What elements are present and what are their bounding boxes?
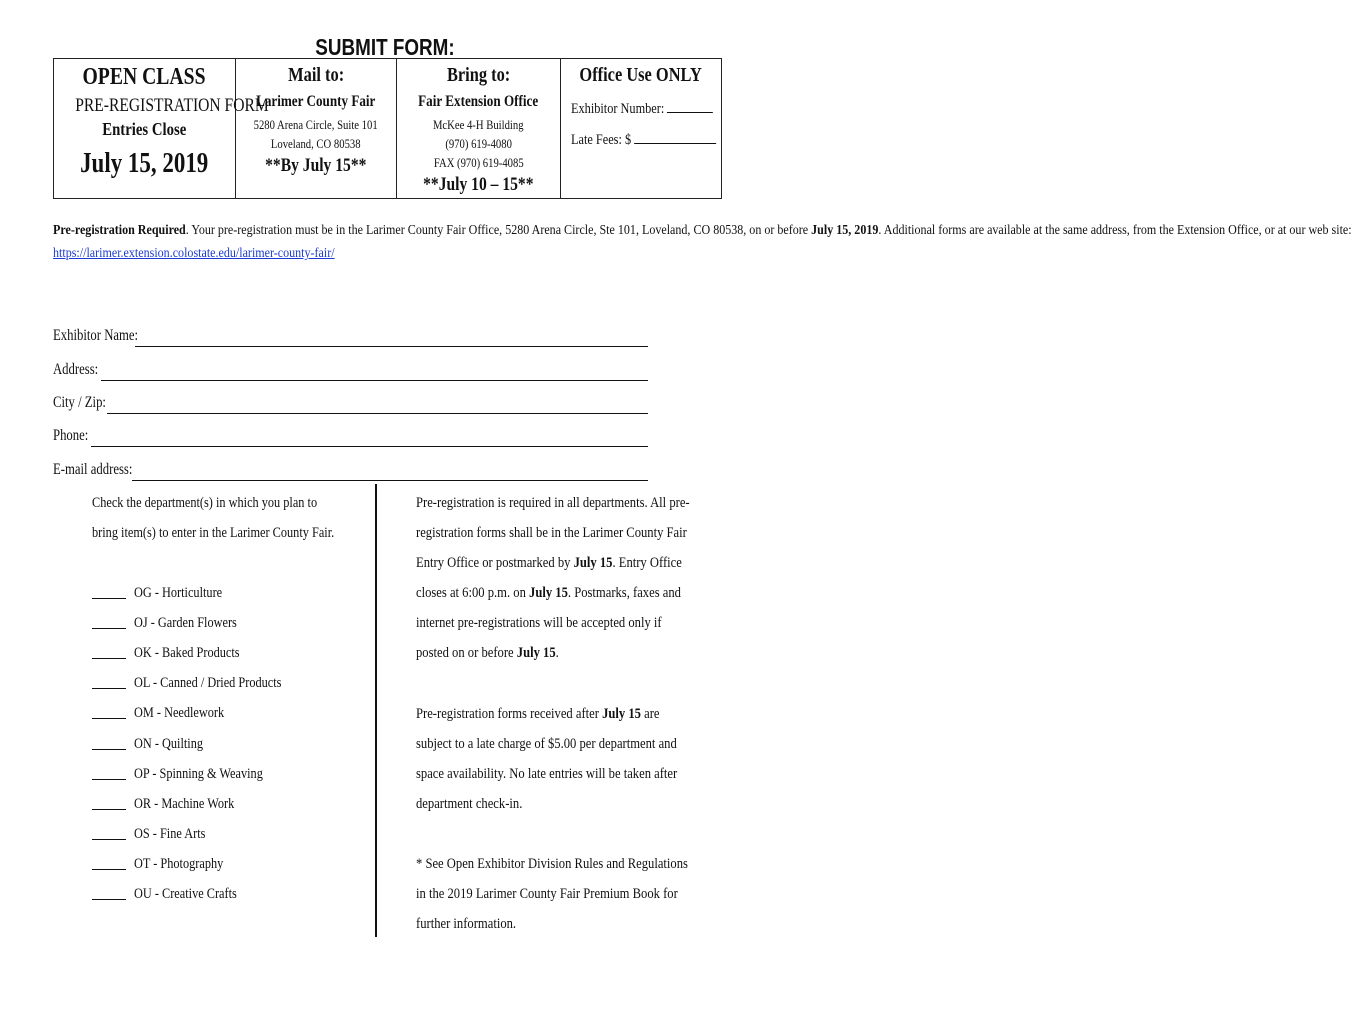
- intro-text-2: . Additional forms are available at the same address, from the Extension Office, or at our web site:: [878, 223, 1352, 238]
- mail-to-address2: Loveland, CO 80538: [271, 136, 361, 151]
- mail-to-org: Larimer County Fair: [256, 93, 376, 110]
- registration-notes: [416, 488, 716, 939]
- intro-text-1: . Your pre-registration must be in the Larimer County Fair Office, 5280 Arena Circle, Ste 101, Loveland, CO 80538, on or before: [185, 223, 812, 238]
- office-use-heading: Office Use ONLY: [579, 64, 703, 86]
- exhibitor-name-label: Exhibitor Name:: [53, 327, 139, 344]
- city-zip-field[interactable]: [53, 394, 648, 414]
- address-line[interactable]: [101, 380, 648, 381]
- bring-to-org: Fair Extension Office: [418, 93, 539, 110]
- address-field[interactable]: [53, 361, 648, 381]
- notes-paragraph-3: * See Open Exhibitor Division Rules and Regulations in the 2019 Larimer County Fair Premium Book for further information.: [416, 855, 688, 933]
- office-use-cell: [561, 59, 722, 199]
- department-checkbox-line[interactable]: [92, 688, 126, 689]
- phone-label: Phone:: [53, 427, 89, 444]
- department-checkbox-line[interactable]: [92, 809, 126, 810]
- header-table: [53, 58, 722, 199]
- department-label: OM - Needlework: [134, 705, 225, 722]
- departments-section: [92, 488, 372, 548]
- department-checkbox-line[interactable]: [92, 899, 126, 900]
- entries-close-label: Entries Close: [102, 119, 187, 139]
- department-label: OP - Spinning & Weaving: [134, 765, 263, 782]
- exhibitor-name-field[interactable]: [53, 327, 648, 347]
- form-title: SUBMIT FORM:: [315, 34, 455, 60]
- departments-instructions: Check the department(s) in which you plan to bring item(s) to enter in the Larimer County Fair.: [92, 495, 335, 541]
- department-list: [92, 578, 372, 908]
- department-checkbox-line[interactable]: [92, 869, 126, 870]
- bring-to-cell: [397, 59, 561, 199]
- department-label: OT - Photography: [134, 855, 224, 872]
- department-label: OU - Creative Crafts: [134, 886, 237, 902]
- bring-to-phone: (970) 619-4080: [445, 136, 512, 151]
- intro-paragraph: [53, 219, 1352, 265]
- department-checkbox-line[interactable]: [92, 779, 126, 780]
- department-checkbox-line[interactable]: [92, 658, 126, 659]
- department-checkbox-line[interactable]: [92, 749, 126, 750]
- email-label: E-mail address:: [53, 461, 133, 478]
- phone-line[interactable]: [91, 446, 648, 447]
- bring-to-heading: Bring to:: [446, 64, 511, 86]
- exhibitor-name-line[interactable]: [135, 346, 648, 347]
- department-checkbox-line[interactable]: [92, 839, 126, 840]
- department-label: OG - Horticulture: [134, 585, 223, 601]
- department-label: OJ - Garden Flowers: [134, 615, 237, 632]
- intro-bold-lead: Pre-registration Required: [53, 223, 186, 238]
- bring-to-dates: **July 10 – 15**: [423, 174, 534, 195]
- column-divider: [375, 484, 377, 937]
- mail-to-deadline: **By July 15**: [265, 155, 367, 176]
- phone-field[interactable]: [53, 427, 648, 447]
- department-checkbox-line[interactable]: [92, 718, 126, 719]
- pre-registration-form-label: PRE-REGISTRATION FORM: [75, 95, 269, 116]
- department-label: OK - Baked Products: [134, 645, 240, 662]
- address-label: Address:: [53, 361, 99, 378]
- bring-to-fax: FAX (970) 619-4085: [433, 155, 524, 170]
- mail-to-address1: 5280 Arena Circle, Suite 101: [253, 117, 379, 132]
- department-label: OL - Canned / Dried Products: [134, 675, 282, 692]
- mail-to-cell: [236, 59, 397, 199]
- email-field[interactable]: [53, 461, 648, 481]
- email-line[interactable]: [132, 480, 648, 481]
- department-checkbox-line[interactable]: [92, 628, 126, 629]
- open-class-title: OPEN CLASS: [82, 64, 207, 90]
- notes-paragraph-2: Pre-registration forms received after July 15 are subject to a late charge of $5.00 per department and space availability. No late entries will be taken after department check-in.: [416, 705, 678, 812]
- notes-paragraph-1: Pre-registration is required in all departments. All pre-registration forms shall be in the Larimer County Fair Entry Office or postmarked by July 15. Entry Office closes at 6:00 p.m. on July 15. Postmarks, faxes and internet pre-registrations will be accepted only if posted on or before July 15.: [416, 495, 690, 662]
- late-fees-label: Late Fees: $: [571, 132, 716, 149]
- department-label: ON - Quilting: [134, 735, 204, 752]
- fair-website-link[interactable]: https://larimer.extension.colostate.edu/larimer-county-fair/: [53, 246, 335, 261]
- open-class-cell: [54, 59, 269, 199]
- late-fees-field[interactable]: [634, 143, 716, 144]
- bring-to-building: McKee 4-H Building: [433, 117, 524, 132]
- exhibitor-number-label: Exhibitor Number:: [571, 101, 713, 118]
- department-label: OR - Machine Work: [134, 795, 235, 812]
- city-zip-label: City / Zip:: [53, 394, 106, 411]
- city-zip-line[interactable]: [107, 413, 648, 414]
- department-checkbox-line[interactable]: [92, 598, 126, 599]
- department-label: OS - Fine Arts: [134, 825, 206, 842]
- exhibitor-number-field[interactable]: [667, 112, 713, 113]
- intro-bold-date: July 15, 2019: [811, 223, 879, 238]
- entries-close-date: July 15, 2019: [80, 148, 209, 179]
- mail-to-heading: Mail to:: [287, 64, 345, 86]
